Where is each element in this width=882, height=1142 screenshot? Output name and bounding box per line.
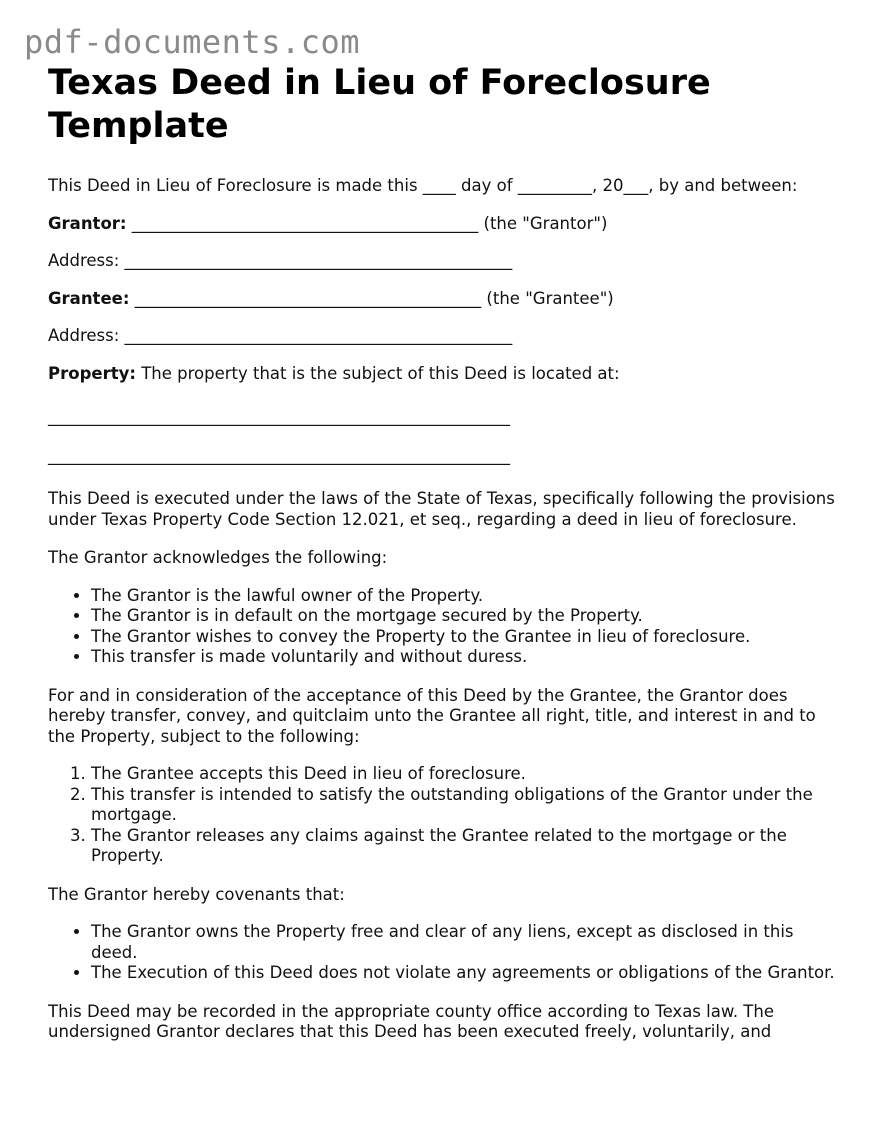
property-text: The property that is the subject of this Deed is located at: (135, 363, 620, 383)
property-field (48, 364, 838, 385)
grantor-label: Grantor: (48, 213, 127, 233)
property-blank-line-1: ________________________________________________________ (48, 407, 510, 426)
list-item: 2. This transfer is intended to satisfy the outstanding obligations of the Grantor under the mortgage. (91, 785, 838, 826)
list-item: 3. The Grantor releases any claims against the Grantee related to the mortgage or the Property. (91, 826, 838, 867)
grantor-address-blank: _______________________________________________ (119, 251, 513, 270)
list-item: • The Grantor owns the Property free and clear of any liens, except as disclosed in this deed. (91, 922, 838, 963)
grantee-blank: __________________________________________ (the "Grantee") (129, 288, 614, 308)
grantor-field (48, 214, 838, 235)
property-label: Property: (48, 363, 136, 383)
grantor-address-label: Address: (48, 251, 120, 270)
closing-paragraph: This Deed may be recorded in the appropriate county office according to Texas law. The undersigned Grantor declares that this Deed has been executed freely, voluntarily, and (48, 1001, 774, 1041)
covenants-intro: The Grantor hereby covenants that: (48, 884, 345, 904)
property-blank-line-2: ________________________________________________________ (48, 445, 510, 465)
law-paragraph: This Deed is executed under the laws of the State of Texas, specifically following the provisions under Texas Property Code Section 12.021, et seq., regarding a deed in lieu of foreclosure. (48, 489, 835, 529)
list-item: • The Grantor is the lawful owner of the Property. (91, 586, 838, 607)
grantee-address-label: Address: (48, 326, 120, 345)
document-body (48, 62, 838, 1043)
acknowledges-intro: The Grantor acknowledges the following: (48, 548, 388, 567)
grantee-address-blank: _______________________________________________ (119, 326, 513, 345)
grantor-blank: __________________________________________ (the "Grantor") (126, 213, 608, 233)
list-item: • The Execution of this Deed does not violate any agreements or obligations of the Grantor. (91, 963, 838, 984)
consideration-paragraph: For and in consideration of the acceptance of this Deed by the Grantee, the Grantor does hereby transfer, convey, and quitclaim unto the Grantee all right, title, and interest in and to the Property, subject to the following: (48, 685, 816, 746)
list-item: • The Grantor wishes to convey the Property to the Grantee in lieu of foreclosure. (91, 627, 838, 648)
acknowledgements-list (48, 586, 838, 668)
grantee-label: Grantee: (48, 288, 130, 308)
list-item: • The Grantor is in default on the mortgage secured by the Property. (91, 606, 838, 627)
covenants-list (48, 922, 838, 984)
grantor-address-field (48, 251, 838, 272)
intro-paragraph: This Deed in Lieu of Foreclosure is made this ____ day of _________, 20___, by and between: (48, 176, 798, 195)
site-watermark: pdf-documents.com (24, 23, 361, 61)
grantee-field (48, 289, 838, 310)
document-title: Texas Deed in Lieu of Foreclosure Template (48, 63, 711, 146)
list-item: • This transfer is made voluntarily and without duress. (91, 647, 838, 668)
conditions-list (48, 764, 838, 867)
list-item: 1. The Grantee accepts this Deed in lieu of foreclosure. (91, 764, 838, 785)
grantee-address-field (48, 326, 838, 347)
